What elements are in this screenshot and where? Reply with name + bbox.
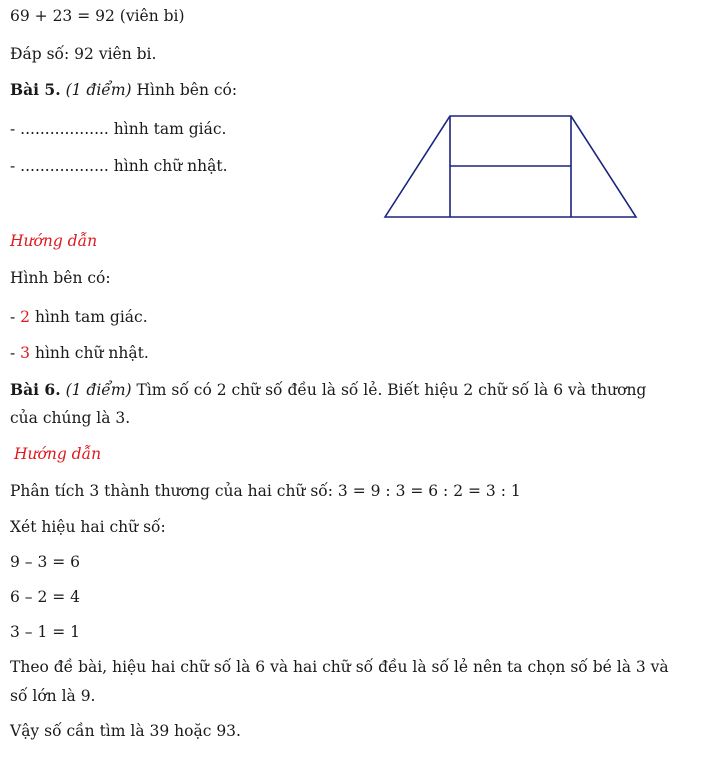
bai6-line-6: Theo đề bài, hiệu hai chữ số là 6 và hai chữ số đều là số lẻ nên ta chọn số bé là 3 và (10, 658, 669, 676)
bai6-line-7: số lớn là 9. (10, 687, 96, 705)
bai5-text: Hình bên có: (136, 81, 238, 99)
dash: - (10, 308, 21, 326)
calc-line: 69 + 23 = 92 (viên bi) (10, 7, 185, 25)
rectangle-label: hình chữ nhật. (30, 344, 149, 362)
bai5-heading (10, 80, 237, 100)
bai5-blank-triangles: - .................. hình tam giác. (10, 120, 227, 138)
bai5-answer-intro: Hình bên có: (10, 269, 111, 287)
answer-line: Đáp số: 92 viên bi. (10, 45, 157, 63)
bai6-line-3: 9 – 3 = 6 (10, 553, 81, 571)
bai5-guide-heading: Hướng dẫn (10, 232, 98, 250)
bai6-text-1: Tìm số có 2 chữ số đều là số lẻ. Biết hiệu 2 chữ số là 6 và thương (136, 381, 647, 399)
bai5-label: Bài 5. (10, 80, 61, 99)
bai6-line-4: 6 – 2 = 4 (10, 588, 81, 606)
bai6-line-5: 3 – 1 = 1 (10, 623, 81, 641)
rectangle-count: 3 (20, 344, 31, 362)
bai6-line-2: Xét hiệu hai chữ số: (10, 518, 166, 536)
bai6-text-2: của chúng là 3. (10, 409, 131, 427)
bai5-blank-rectangles: - .................. hình chữ nhật. (10, 157, 228, 175)
dash: - (10, 344, 21, 362)
bai5-answer-rectangles (10, 343, 149, 363)
bai5-points: (1 điểm) (65, 81, 132, 99)
bai6-points: (1 điểm) (65, 381, 132, 399)
bai5-answer-triangles (10, 307, 148, 327)
bai6-heading (10, 380, 646, 400)
triangle-count: 2 (20, 308, 31, 326)
triangle-label: hình tam giác. (30, 308, 148, 326)
bai6-line-1: Phân tích 3 thành thương của hai chữ số: 3 = 9 : 3 = 6 : 2 = 3 : 1 (10, 482, 521, 500)
bai6-label: Bài 6. (10, 380, 61, 399)
bai6-line-8: Vậy số cần tìm là 39 hoặc 93. (10, 722, 241, 740)
trapezoid-figure (380, 112, 642, 224)
bai6-guide-heading: Hướng dẫn (14, 445, 102, 463)
